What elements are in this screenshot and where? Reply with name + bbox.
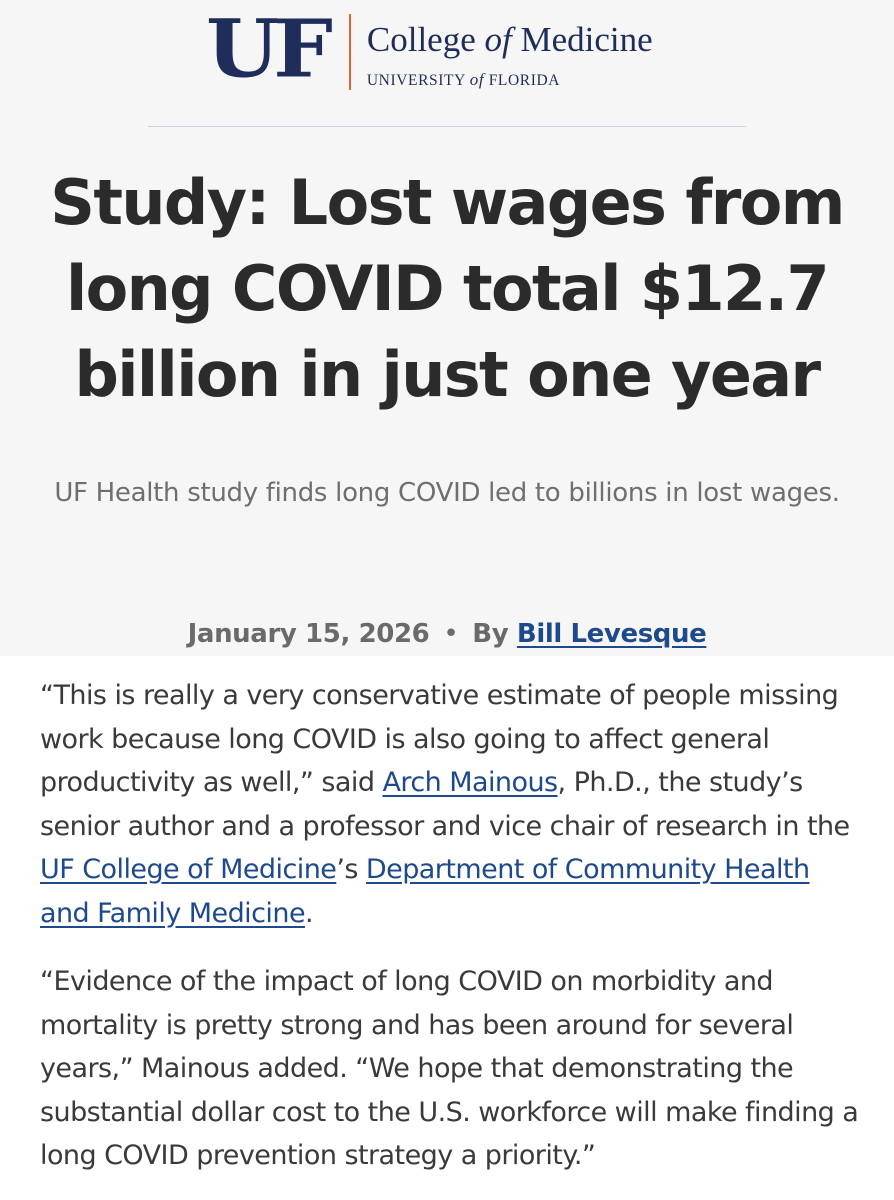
arch-mainous-link[interactable]: Arch Mainous xyxy=(382,767,558,798)
logo-wordmark xyxy=(367,12,653,90)
university-of: of xyxy=(469,70,485,89)
header-divider xyxy=(148,126,746,127)
paragraph-1-text-d: . xyxy=(305,897,314,929)
university-prefix: UNIVERSITY xyxy=(366,72,470,89)
college-of: of xyxy=(484,20,512,59)
university-suffix: FLORIDA xyxy=(484,72,561,89)
college-prefix: College xyxy=(366,20,485,59)
uf-college-of-medicine-link[interactable]: UF College of Medicine xyxy=(40,854,337,885)
article-paragraph-2: “Evidence of the impact of long COVID on morbidity and mortality is pretty strong and has been around for several years,” Mainous added. “We hope that demonstrating the substantial dollar cost to the U.S. workforce will make finding a long COVID prevention strategy a priority.” xyxy=(40,966,859,1171)
college-name xyxy=(367,20,653,60)
logo-divider xyxy=(349,14,351,90)
uf-college-of-medicine-logo[interactable] xyxy=(206,1,653,96)
author-link[interactable]: Bill Levesque xyxy=(516,619,707,649)
paragraph-1-text-b: , Ph.D., the study’s senior author and a professor and vice chair of research in the xyxy=(40,767,850,842)
uf-logo-mark: UF xyxy=(206,1,327,96)
department-link[interactable]: Department of Community Health and Family Medicine xyxy=(40,854,810,929)
paragraph-1-text-a: “This is really a very conservative estimate of people missing work because long COVID is also going to affect general productivity as well,” said xyxy=(40,680,839,798)
article-headline: Study: Lost wages from long COVID total $12.7 billion in just one year xyxy=(50,166,844,411)
publish-date: January 15, 2026 xyxy=(187,619,430,649)
article-paragraph-1 xyxy=(40,674,860,935)
paragraph-1-text-c: ’s xyxy=(336,854,366,885)
article-byline xyxy=(0,614,894,654)
byline-separator: • xyxy=(443,619,459,649)
article-subheadline: UF Health study finds long COVID led to billions in lost wages. xyxy=(54,478,840,508)
by-label: By xyxy=(472,619,509,649)
university-name xyxy=(367,70,653,90)
college-suffix: Medicine xyxy=(511,20,653,59)
